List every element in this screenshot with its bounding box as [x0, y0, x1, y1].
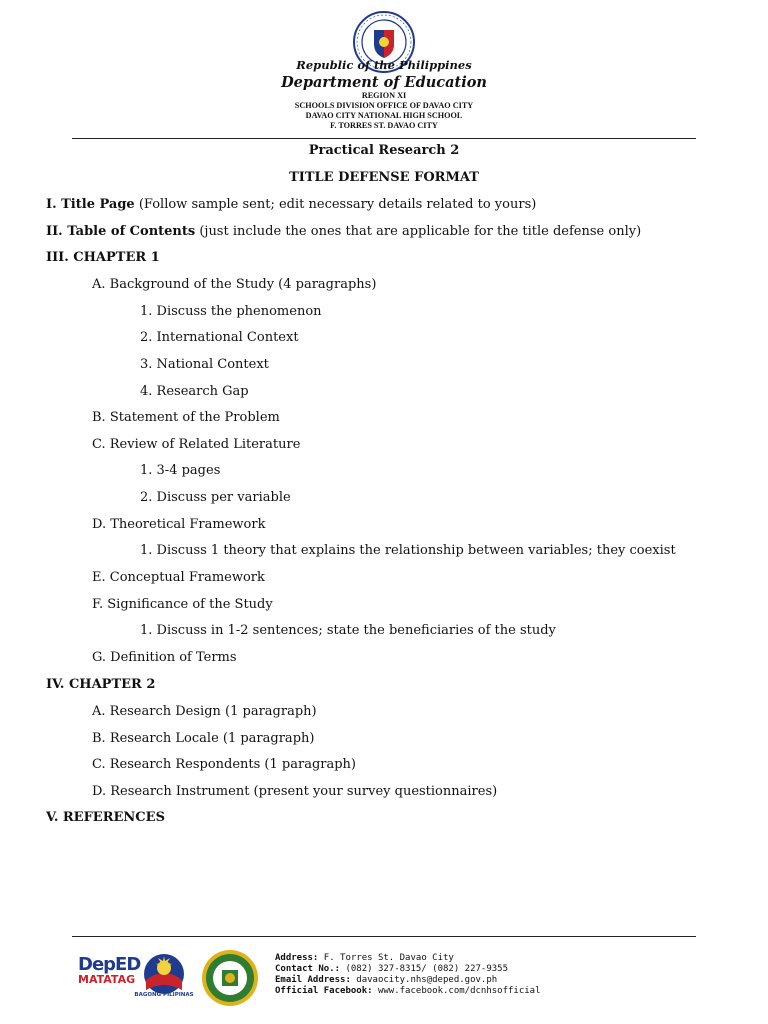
list-item: A. Research Design (1 paragraph)	[92, 704, 317, 719]
facebook-label: Official Facebook:	[275, 986, 373, 996]
list-item: 4. Research Gap	[140, 384, 249, 399]
footer-email	[275, 975, 497, 985]
list-item: A. Background of the Study (4 paragraphs)	[92, 277, 377, 292]
list-item: C. Research Respondents (1 paragraph)	[92, 757, 356, 772]
footer-logos	[72, 946, 272, 1010]
deped-logo-text: DepED	[78, 954, 141, 975]
department-heading: Department of Education	[281, 74, 487, 91]
references-heading: V. REFERENCES	[46, 810, 165, 825]
title-page-label: I. Title Page	[46, 197, 135, 212]
toc-label: II. Table of Contents	[46, 224, 196, 239]
address-label: Address:	[275, 953, 319, 963]
outline-title-page	[46, 197, 536, 212]
list-item: 1. Discuss the phenomenon	[140, 304, 322, 319]
header-divider	[72, 138, 696, 139]
list-item: 2. International Context	[140, 330, 299, 345]
footer-address	[275, 953, 454, 963]
list-item: C. Review of Related Literature	[92, 437, 301, 452]
bagong-pilipinas-label: BAGONG PILIPINAS	[134, 992, 194, 998]
dnhs-seal-icon	[200, 948, 260, 1008]
list-item: D. Theoretical Framework	[92, 517, 266, 532]
email-label: Email Address:	[275, 975, 351, 985]
street-line: F. TORRES ST. DAVAO CITY	[330, 121, 438, 130]
list-item: 1. Discuss in 1-2 sentences; state the beneficiaries of the study	[140, 623, 556, 638]
list-item: D. Research Instrument (present your survey questionnaires)	[92, 784, 498, 799]
contact-label: Contact No.:	[275, 964, 341, 974]
school-line: DAVAO CITY NATIONAL HIGH SCHOOL	[305, 111, 463, 120]
toc-note: (just include the ones that are applicable for the title defense only)	[195, 224, 642, 239]
matatag-logo-text: MATATAG	[78, 973, 136, 986]
republic-heading: Republic of the Philippines	[296, 58, 472, 72]
outline-toc	[46, 224, 641, 239]
division-line: SCHOOLS DIVISION OFFICE OF DAVAO CITY	[294, 101, 474, 110]
contact-value: (082) 327-8315/ (082) 227-9355	[345, 964, 509, 974]
subject-title: Practical Research 2	[308, 143, 460, 158]
chapter1-heading: III. CHAPTER 1	[46, 250, 160, 265]
list-item: 3. National Context	[140, 357, 269, 372]
list-item: 1. 3-4 pages	[140, 463, 221, 478]
list-item: 2. Discuss per variable	[140, 490, 291, 505]
region-line: REGION XI	[361, 91, 407, 100]
footer-divider	[72, 936, 696, 937]
list-item: B. Research Locale (1 paragraph)	[92, 731, 315, 746]
address-value: F. Torres St. Davao City	[323, 953, 454, 963]
deped-matatag-logo-icon	[78, 954, 141, 1002]
list-item: B. Statement of the Problem	[92, 410, 280, 425]
email-link[interactable]: davaocity.nhs@deped.gov.ph	[356, 975, 498, 985]
facebook-link[interactable]: www.facebook.com/dcnhsofficial	[377, 986, 541, 996]
list-item: E. Conceptual Framework	[92, 570, 265, 585]
format-title: TITLE DEFENSE FORMAT	[289, 170, 479, 185]
footer-contact	[275, 964, 508, 974]
list-item: G. Definition of Terms	[92, 650, 237, 665]
list-item: 1. Discuss 1 theory that explains the relationship between variables; they coexist	[140, 543, 676, 558]
title-page-note: (Follow sample sent; edit necessary details related to yours)	[134, 197, 537, 212]
list-item: F. Significance of the Study	[92, 597, 273, 612]
chapter2-heading: IV. CHAPTER 2	[46, 677, 156, 692]
footer-facebook	[275, 986, 541, 996]
